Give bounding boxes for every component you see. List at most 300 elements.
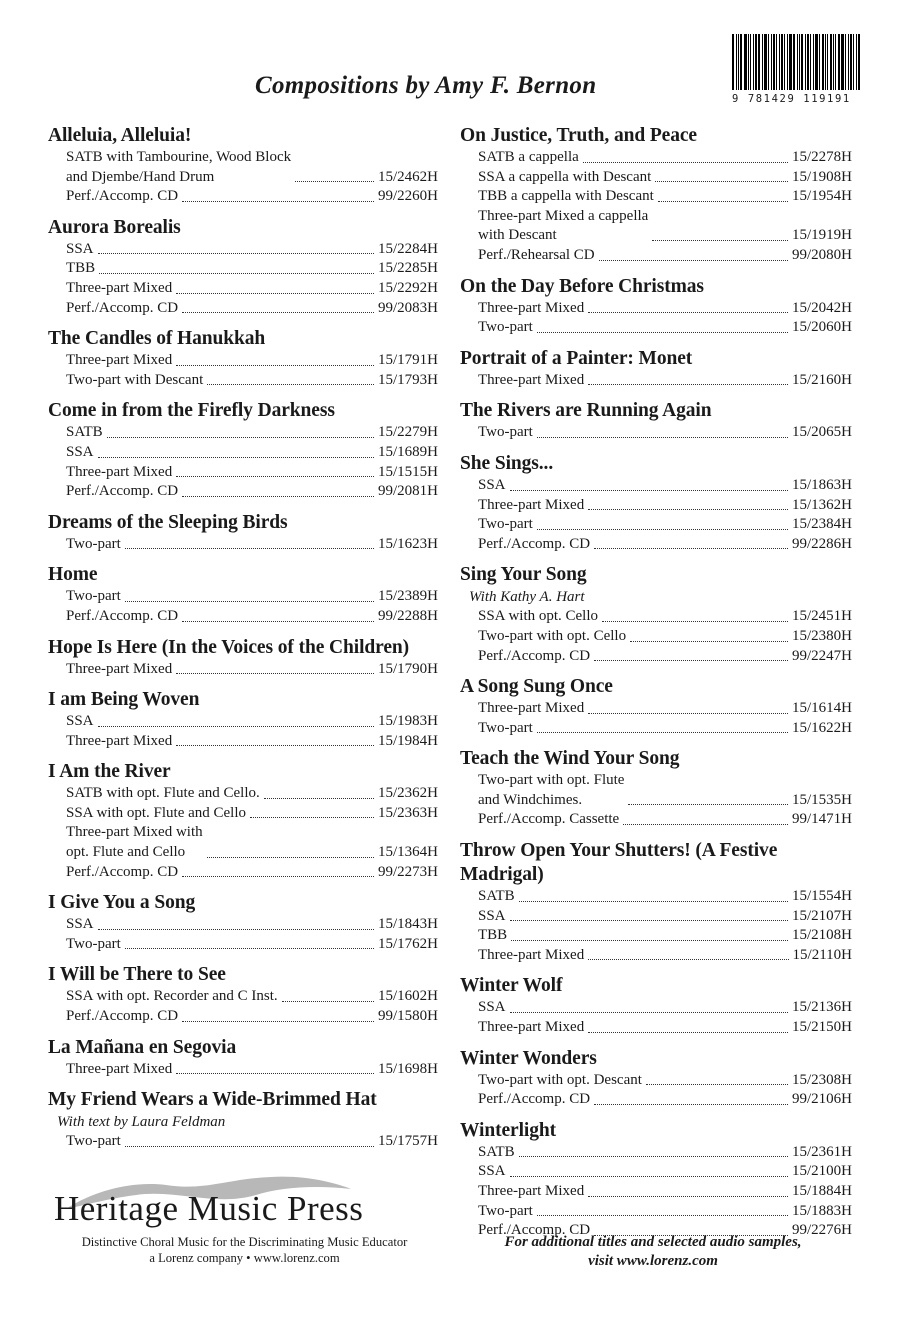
voicing-label: Two-part bbox=[478, 319, 533, 336]
voicing-label: SATB with opt. Flute and Cello. bbox=[66, 785, 260, 802]
voicing-label: Two-part with opt. Cello bbox=[478, 627, 627, 644]
barcode-bar bbox=[732, 34, 734, 90]
product-code: 99/2286H bbox=[792, 535, 852, 552]
dot-leader bbox=[510, 490, 788, 491]
voicing-entry bbox=[48, 823, 438, 862]
voicing-label: SSA bbox=[66, 443, 94, 460]
product-code: 15/2107H bbox=[792, 907, 852, 924]
title-block bbox=[48, 124, 438, 207]
product-code: 99/2081H bbox=[378, 483, 438, 500]
barcode-number: 9 781429 119191 bbox=[732, 93, 851, 105]
composition-title: Winter Wolf bbox=[460, 975, 563, 997]
title-block bbox=[460, 974, 852, 1037]
barcode-bar bbox=[748, 34, 749, 90]
barcode-bar bbox=[848, 34, 849, 90]
title-block bbox=[48, 563, 438, 626]
voicing-entry bbox=[460, 318, 852, 338]
voicing-entry bbox=[460, 907, 852, 927]
product-code: 15/1984H bbox=[378, 732, 438, 749]
voicing-entry bbox=[460, 535, 852, 555]
voicing-label: Two-part with opt. Flute and Windchimes. bbox=[478, 772, 625, 808]
title-block bbox=[460, 563, 852, 666]
product-code: 15/2150H bbox=[792, 1019, 852, 1036]
product-code: 15/1554H bbox=[792, 888, 852, 905]
voicing-label: Perf./Accomp. Cassette bbox=[478, 811, 620, 828]
dot-leader bbox=[519, 901, 788, 902]
dot-leader bbox=[176, 293, 374, 294]
voicing-label: SATB bbox=[66, 424, 103, 441]
barcode-bar bbox=[810, 34, 811, 90]
product-code: 15/1919H bbox=[792, 227, 852, 244]
product-code: 15/1698H bbox=[378, 1060, 438, 1077]
dot-leader bbox=[98, 457, 374, 458]
product-code: 99/2083H bbox=[378, 299, 438, 316]
product-code: 15/2462H bbox=[378, 168, 438, 185]
voicing-entry bbox=[460, 926, 852, 946]
product-code: 99/1471H bbox=[792, 811, 852, 828]
dot-leader bbox=[176, 745, 374, 746]
dot-leader bbox=[99, 273, 374, 274]
product-code: 15/2279H bbox=[378, 424, 438, 441]
composition-subtitle: With text by Laura Feldman bbox=[57, 1114, 226, 1131]
title-block bbox=[48, 1088, 438, 1152]
dot-leader bbox=[588, 1032, 788, 1033]
voicing-entry bbox=[48, 863, 438, 883]
product-code: 15/1757H bbox=[378, 1133, 438, 1150]
title-block bbox=[460, 839, 852, 965]
composition-title: I Will be There to See bbox=[48, 964, 226, 986]
voicing-entry bbox=[48, 1060, 438, 1080]
composition-title: Winter Wonders bbox=[460, 1047, 597, 1069]
barcode-bar bbox=[845, 34, 846, 90]
composition-title: My Friend Wears a Wide-Brimmed Hat bbox=[48, 1089, 377, 1111]
voicing-label: Two-part bbox=[66, 935, 121, 952]
composition-title: Teach the Wind Your Song bbox=[460, 748, 680, 770]
voicing-label: Perf./Accomp. CD bbox=[66, 863, 179, 880]
dot-leader bbox=[655, 181, 788, 182]
barcode-bar bbox=[797, 34, 798, 90]
dot-leader bbox=[630, 641, 788, 642]
voicing-label: Perf./Accomp. CD bbox=[66, 607, 179, 624]
product-code: 15/2136H bbox=[792, 999, 852, 1016]
voicing-label: SATB bbox=[478, 888, 515, 905]
barcode-bar bbox=[753, 34, 754, 90]
barcode bbox=[732, 34, 862, 105]
voicing-entry bbox=[48, 915, 438, 935]
product-code: 15/2384H bbox=[792, 516, 852, 533]
product-code: 15/2110H bbox=[792, 946, 852, 963]
barcode-bar bbox=[853, 34, 854, 90]
dot-leader bbox=[510, 920, 788, 921]
voicing-label: Perf./Rehearsal CD bbox=[478, 246, 595, 263]
product-code: 15/1983H bbox=[378, 713, 438, 730]
voicing-label: Two-part bbox=[66, 1133, 121, 1150]
dot-leader bbox=[176, 1073, 374, 1074]
dot-leader bbox=[98, 929, 374, 930]
voicing-entry bbox=[48, 1132, 438, 1152]
barcode-bar bbox=[815, 34, 818, 90]
product-code: 15/1762H bbox=[378, 935, 438, 952]
voicing-entry bbox=[460, 699, 852, 719]
dot-leader bbox=[519, 1156, 788, 1157]
voicing-entry bbox=[460, 246, 852, 266]
voicing-entry bbox=[460, 476, 852, 496]
dot-leader bbox=[628, 804, 788, 805]
product-code: 15/1515H bbox=[378, 463, 438, 480]
dot-leader bbox=[594, 660, 788, 661]
dot-leader bbox=[176, 476, 374, 477]
dot-leader bbox=[588, 713, 788, 714]
dot-leader bbox=[125, 548, 374, 549]
voicing-entry bbox=[48, 660, 438, 680]
voicing-entry bbox=[460, 299, 852, 319]
dot-leader bbox=[510, 1012, 788, 1013]
voicing-entry bbox=[460, 1018, 852, 1038]
voicing-entry bbox=[460, 423, 852, 443]
voicing-label: Two-part bbox=[66, 588, 121, 605]
composition-title: La Mañana en Segovia bbox=[48, 1036, 237, 1058]
title-block bbox=[48, 891, 438, 954]
dot-leader bbox=[182, 621, 374, 622]
voicing-entry bbox=[460, 1162, 852, 1182]
voicing-label: Three-part Mixed bbox=[66, 279, 173, 296]
right-column bbox=[460, 124, 852, 1250]
voicing-entry bbox=[48, 463, 438, 483]
voicing-label: Perf./Accomp. CD bbox=[478, 535, 591, 552]
dot-leader bbox=[588, 1196, 788, 1197]
voicing-label: SSA bbox=[66, 713, 94, 730]
title-block bbox=[48, 327, 438, 390]
title-block bbox=[460, 747, 852, 830]
product-code: 15/1790H bbox=[378, 660, 438, 677]
voicing-entry bbox=[460, 1090, 852, 1110]
product-code: 15/2284H bbox=[378, 240, 438, 257]
voicing-label: Two-part bbox=[478, 516, 533, 533]
voicing-label: SSA bbox=[478, 476, 506, 493]
dot-leader bbox=[537, 1215, 788, 1216]
barcode-bar bbox=[830, 34, 832, 90]
barcode-bar bbox=[773, 34, 775, 90]
product-code: 15/2451H bbox=[792, 608, 852, 625]
product-code: 15/2278H bbox=[792, 149, 852, 165]
barcode-bar bbox=[827, 34, 828, 90]
voicing-entry bbox=[460, 207, 852, 246]
voicing-entry bbox=[460, 1071, 852, 1091]
voicing-entry bbox=[460, 1143, 852, 1163]
product-code: 15/2160H bbox=[792, 371, 852, 388]
barcode-bar bbox=[813, 34, 814, 90]
title-block bbox=[460, 124, 852, 266]
barcode-bar bbox=[799, 34, 800, 90]
voicing-label: TBB bbox=[478, 927, 508, 944]
voicing-label: SSA a cappella with Descant bbox=[478, 168, 652, 185]
voicing-label: Two-part bbox=[478, 424, 533, 441]
dot-leader bbox=[537, 529, 788, 530]
voicing-label: Three-part Mixed a cappella with Descant bbox=[478, 207, 649, 244]
title-block bbox=[48, 216, 438, 318]
composition-title: Winterlight bbox=[460, 1119, 557, 1141]
voicing-entry bbox=[48, 712, 438, 732]
product-code: 99/1580H bbox=[378, 1008, 438, 1025]
barcode-bar bbox=[740, 34, 742, 90]
title-block bbox=[48, 688, 438, 751]
voicing-label: SATB bbox=[478, 1143, 515, 1160]
barcode-bar bbox=[841, 34, 844, 90]
barcode-bar bbox=[779, 34, 780, 90]
product-code: 15/2042H bbox=[792, 299, 852, 316]
composition-title: On Justice, Truth, and Peace bbox=[460, 125, 697, 146]
voicing-entry bbox=[48, 187, 438, 207]
dot-leader bbox=[588, 312, 788, 313]
voicing-label: Perf./Accomp. CD bbox=[478, 1091, 591, 1108]
dot-leader bbox=[125, 601, 374, 602]
voicing-entry bbox=[48, 240, 438, 260]
dot-leader bbox=[583, 162, 788, 163]
composition-title: Dreams of the Sleeping Birds bbox=[48, 511, 288, 533]
composition-title: I Am the River bbox=[48, 761, 171, 783]
voicing-label: Two-part bbox=[478, 719, 533, 736]
product-code: 15/1884H bbox=[792, 1183, 852, 1199]
barcode-bar bbox=[736, 34, 737, 90]
voicing-entry bbox=[48, 482, 438, 502]
dot-leader bbox=[125, 1146, 374, 1147]
product-code: 99/2080H bbox=[792, 246, 852, 263]
product-code: 99/2276H bbox=[792, 1222, 852, 1239]
voicing-label: SSA with opt. Flute and Cello bbox=[66, 804, 247, 821]
voicing-entry bbox=[48, 607, 438, 627]
product-code: 15/2389H bbox=[378, 588, 438, 605]
dot-leader bbox=[623, 824, 788, 825]
product-code: 15/2308H bbox=[792, 1071, 852, 1088]
barcode-bar bbox=[776, 34, 777, 90]
barcode-bar bbox=[764, 34, 767, 90]
product-code: 15/2363H bbox=[378, 804, 438, 821]
product-code: 15/1843H bbox=[378, 916, 438, 933]
barcode-bar bbox=[856, 34, 857, 90]
product-code: 99/2247H bbox=[792, 647, 852, 664]
voicing-label: Perf./Accomp. CD bbox=[66, 1008, 179, 1025]
voicing-entry bbox=[48, 299, 438, 319]
dot-leader bbox=[176, 365, 374, 366]
voicing-entry bbox=[48, 351, 438, 371]
composition-title: Hope Is Here (In the Voices of the Children) bbox=[48, 636, 410, 658]
voicing-label: Three-part Mixed bbox=[478, 1183, 585, 1199]
title-block bbox=[460, 675, 852, 738]
voicing-entry bbox=[460, 810, 852, 830]
barcode-bar bbox=[758, 34, 760, 90]
dot-leader bbox=[588, 509, 788, 510]
product-code: 15/1622H bbox=[792, 719, 852, 736]
dot-leader bbox=[182, 496, 374, 497]
dot-leader bbox=[658, 201, 788, 202]
voicing-label: SSA with opt. Cello bbox=[478, 608, 599, 625]
voicing-entry bbox=[460, 1202, 852, 1222]
composition-title: She Sings... bbox=[460, 452, 554, 474]
voicing-label: SSA bbox=[478, 1163, 506, 1180]
title-block bbox=[48, 760, 438, 882]
dot-leader bbox=[599, 260, 788, 261]
voicing-entry bbox=[48, 987, 438, 1007]
dot-leader bbox=[511, 940, 788, 941]
product-code: 15/1793H bbox=[378, 371, 438, 388]
composition-title: Home bbox=[48, 564, 98, 586]
composition-title: Aurora Borealis bbox=[48, 216, 181, 238]
voicing-label: SATB with Tambourine, Wood Block and Djembe/Hand Drum bbox=[66, 149, 292, 185]
voicing-entry bbox=[48, 784, 438, 804]
voicing-label: Two-part bbox=[66, 535, 121, 552]
barcode-bar bbox=[805, 34, 806, 90]
voicing-entry bbox=[48, 587, 438, 607]
voicing-label: SSA bbox=[478, 907, 506, 924]
dot-leader bbox=[182, 876, 374, 877]
dot-leader bbox=[537, 437, 788, 438]
product-code: 15/2362H bbox=[378, 785, 438, 802]
title-block bbox=[460, 275, 852, 338]
footer-note: For additional titles and selected audio samples, visit www.lorenz.com bbox=[504, 1234, 802, 1269]
voicing-entry bbox=[460, 496, 852, 516]
product-code: 99/2288H bbox=[378, 607, 438, 624]
barcode-bar bbox=[858, 34, 860, 90]
composition-title: The Rivers are Running Again bbox=[460, 400, 712, 422]
voicing-label: SSA with opt. Recorder and C Inst. bbox=[66, 988, 278, 1005]
barcode-bar bbox=[833, 34, 834, 90]
title-block bbox=[460, 1047, 852, 1110]
dot-leader bbox=[646, 1084, 788, 1085]
dot-leader bbox=[176, 673, 374, 674]
voicing-entry bbox=[48, 423, 438, 443]
barcode-bars bbox=[732, 34, 862, 90]
barcode-bar bbox=[750, 34, 751, 90]
product-code: 15/2292H bbox=[378, 279, 438, 296]
publisher-block bbox=[52, 1175, 437, 1266]
voicing-label: Three-part Mixed bbox=[66, 352, 173, 369]
product-code: 15/1535H bbox=[792, 791, 852, 808]
composition-title: On the Day Before Christmas bbox=[460, 275, 704, 297]
product-code: 99/2273H bbox=[378, 863, 438, 880]
voicing-label: Perf./Accomp. CD bbox=[66, 299, 179, 316]
voicing-label: Two-part with Descant bbox=[66, 371, 204, 388]
product-code: 15/2361H bbox=[792, 1143, 852, 1160]
dot-leader bbox=[264, 798, 374, 799]
voicing-entry bbox=[460, 607, 852, 627]
voicing-label: Three-part Mixed bbox=[478, 371, 585, 388]
voicing-label: Three-part Mixed bbox=[478, 496, 585, 513]
barcode-bar bbox=[768, 34, 769, 90]
product-code: 15/2100H bbox=[792, 1163, 852, 1180]
product-code: 15/1863H bbox=[792, 476, 852, 493]
voicing-label: Two-part with opt. Descant bbox=[478, 1071, 642, 1088]
barcode-bar bbox=[793, 34, 795, 90]
product-code: 15/1791H bbox=[378, 352, 438, 369]
voicing-entry bbox=[460, 168, 852, 188]
barcode-bar bbox=[838, 34, 840, 90]
title-block bbox=[48, 399, 438, 501]
publisher-tagline: Distinctive Choral Music for the Discriminating Music Educator bbox=[81, 1235, 408, 1249]
product-code: 15/1602H bbox=[378, 988, 438, 1005]
composition-title: The Candles of Hanukkah bbox=[48, 328, 266, 350]
composition-subtitle: With Kathy A. Hart bbox=[469, 589, 585, 606]
voicing-label: SSA bbox=[478, 999, 506, 1016]
composition-title: Sing Your Song bbox=[460, 564, 587, 586]
voicing-entry bbox=[48, 804, 438, 824]
product-code: 15/1883H bbox=[792, 1202, 852, 1219]
product-code: 15/2060H bbox=[792, 319, 852, 336]
title-block bbox=[460, 452, 852, 554]
voicing-entry bbox=[460, 627, 852, 647]
voicing-entry bbox=[460, 647, 852, 667]
product-code: 15/2380H bbox=[792, 627, 852, 644]
barcode-bar bbox=[787, 34, 788, 90]
voicing-entry bbox=[48, 371, 438, 391]
product-code: 99/2260H bbox=[378, 188, 438, 205]
barcode-bar bbox=[819, 34, 820, 90]
title-block bbox=[460, 1119, 852, 1241]
barcode-bar bbox=[784, 34, 785, 90]
voicing-label: Two-part bbox=[478, 1202, 533, 1219]
product-code: 15/1908H bbox=[792, 168, 852, 185]
title-block bbox=[460, 399, 852, 443]
voicing-entry bbox=[460, 946, 852, 966]
publisher-company: a Lorenz company • www.lorenz.com bbox=[149, 1251, 340, 1265]
voicing-entry bbox=[460, 771, 852, 810]
dot-leader bbox=[510, 1176, 788, 1177]
composition-title: A Song Sung Once bbox=[460, 676, 613, 698]
barcode-bar bbox=[744, 34, 747, 90]
dot-leader bbox=[588, 384, 788, 385]
voicing-label: Three-part Mixed bbox=[478, 700, 585, 717]
page-title: Compositions by Amy F. Bernon bbox=[255, 72, 597, 99]
barcode-bar bbox=[801, 34, 803, 90]
voicing-entry bbox=[460, 371, 852, 391]
voicing-entry bbox=[48, 259, 438, 279]
dot-leader bbox=[588, 959, 788, 960]
voicing-entry bbox=[48, 1007, 438, 1027]
publisher-name: Heritage Music Press bbox=[54, 1189, 364, 1228]
voicing-entry bbox=[48, 148, 438, 187]
barcode-bar bbox=[807, 34, 809, 90]
barcode-bar bbox=[822, 34, 824, 90]
product-code: 15/1614H bbox=[792, 700, 852, 717]
product-code: 15/1623H bbox=[378, 535, 438, 552]
dot-leader bbox=[537, 332, 788, 333]
dot-leader bbox=[537, 732, 788, 733]
voicing-label: TBB bbox=[66, 260, 96, 277]
barcode-bar bbox=[771, 34, 772, 90]
publisher-logo bbox=[52, 1175, 437, 1233]
composition-title: I am Being Woven bbox=[48, 689, 200, 711]
composition-title: Alleluia, Alleluia! bbox=[48, 125, 192, 146]
dot-leader bbox=[594, 548, 788, 549]
voicing-label: SSA bbox=[66, 240, 94, 257]
voicing-entry bbox=[460, 998, 852, 1018]
voicing-label: Perf./Accomp. CD bbox=[66, 483, 179, 500]
voicing-entry bbox=[48, 732, 438, 752]
voicing-label: Perf./Accomp. CD bbox=[66, 188, 179, 205]
barcode-bar bbox=[825, 34, 826, 90]
product-code: 15/1362H bbox=[792, 496, 852, 513]
voicing-label: SSA bbox=[66, 916, 94, 933]
dot-leader bbox=[125, 948, 374, 949]
voicing-label: Three-part Mixed bbox=[66, 1060, 173, 1077]
barcode-bar bbox=[755, 34, 757, 90]
dot-leader bbox=[182, 312, 374, 313]
voicing-entry bbox=[460, 719, 852, 739]
dot-leader bbox=[594, 1104, 788, 1105]
barcode-bar bbox=[789, 34, 792, 90]
product-code: 15/1954H bbox=[792, 188, 852, 205]
dot-leader bbox=[295, 181, 374, 182]
barcode-bar bbox=[850, 34, 852, 90]
